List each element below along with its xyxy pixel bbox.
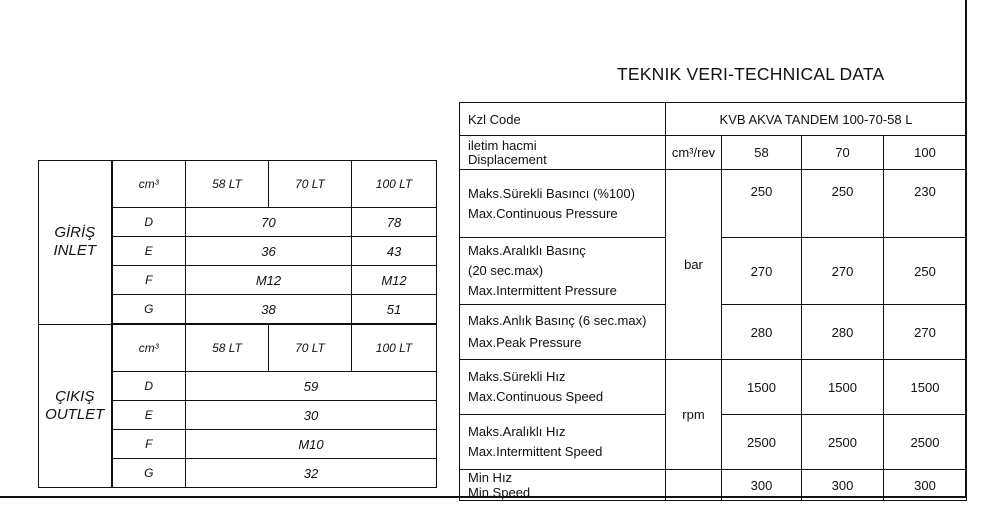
displacement-value: 70 <box>802 136 884 170</box>
outlet-value: 30 <box>186 401 437 430</box>
technical-data-table <box>459 102 967 501</box>
inlet-value-100: 51 <box>352 295 437 325</box>
cont-pressure-row <box>460 170 967 238</box>
inlet-value-100: 43 <box>352 237 437 266</box>
cont-pressure-label-en: Max.Continuous Pressure <box>468 205 618 221</box>
pressure-unit: bar <box>666 170 722 360</box>
cont-pressure-value: 250 <box>722 170 802 238</box>
int-speed-value: 2500 <box>802 415 884 470</box>
peak-pressure-value: 280 <box>722 305 802 360</box>
displacement-label-en: Displacement <box>468 151 547 167</box>
int-speed-value: 2500 <box>884 415 967 470</box>
dimensions-table <box>38 160 437 488</box>
inlet-header-100: 100 LT <box>352 161 437 208</box>
inlet-value-100: M12 <box>352 266 437 295</box>
cont-speed-value: 1500 <box>722 360 802 415</box>
code-value: KVB AKVA TANDEM 100-70-58 L <box>666 103 967 136</box>
min-speed-value: 300 <box>802 470 884 501</box>
outlet-value: M10 <box>186 430 437 459</box>
speed-unit: rpm <box>666 360 722 470</box>
inlet-header-unit: cm³ <box>112 161 186 208</box>
cont-speed-row <box>460 360 967 415</box>
int-pressure-label <box>460 238 666 305</box>
cont-pressure-label <box>460 170 666 238</box>
code-row <box>460 103 967 136</box>
int-pressure-value: 270 <box>722 238 802 305</box>
displacement-label <box>460 136 666 170</box>
min-speed-unit <box>666 470 722 501</box>
min-speed-label-tr: Min Hız <box>468 470 513 485</box>
min-speed-value: 300 <box>722 470 802 501</box>
displacement-row <box>460 136 967 170</box>
inlet-row-name: F <box>112 266 186 295</box>
outlet-row-name: F <box>112 430 186 459</box>
cont-speed-label-tr: Maks.Sürekli Hız <box>468 369 566 384</box>
outlet-header-100: 100 LT <box>352 324 437 372</box>
int-pressure-label-mid: (20 sec.max) <box>468 263 544 278</box>
int-pressure-value: 270 <box>802 238 884 305</box>
int-pressure-label-tr: Maks.Aralıklı Basınç <box>468 243 586 258</box>
int-pressure-value: 250 <box>884 238 967 305</box>
peak-pressure-label-en: Max.Peak Pressure <box>468 335 582 350</box>
inlet-header-58: 58 LT <box>186 161 269 208</box>
displacement-value: 58 <box>722 136 802 170</box>
int-speed-label-tr: Maks.Aralıklı Hız <box>468 424 566 439</box>
cont-speed-value: 1500 <box>884 360 967 415</box>
outlet-header-unit: cm³ <box>112 324 186 372</box>
inlet-label-en: INLET <box>53 242 96 260</box>
cont-pressure-value: 250 <box>802 170 884 238</box>
code-label: Kzl Code <box>460 103 666 136</box>
outlet-row-name: E <box>112 401 186 430</box>
inlet-value-58-70: 38 <box>186 295 352 325</box>
displacement-value: 100 <box>884 136 967 170</box>
outlet-row-name: G <box>112 459 186 488</box>
inlet-row-name: D <box>112 208 186 237</box>
cont-speed-label-en: Max.Continuous Speed <box>468 389 604 404</box>
outlet-header-row <box>39 324 437 372</box>
inlet-section-label <box>39 161 112 325</box>
peak-pressure-label <box>460 305 666 360</box>
inlet-value-100: 78 <box>352 208 437 237</box>
inlet-label-tr: GİRİŞ <box>54 224 96 242</box>
inlet-value-58-70: M12 <box>186 266 352 295</box>
inlet-value-58-70: 36 <box>186 237 352 266</box>
int-pressure-label-en: Max.Intermittent Pressure <box>468 283 617 298</box>
int-speed-label-en: Max.Intermittent Speed <box>468 444 603 459</box>
outlet-label-tr: ÇIKIŞ <box>55 387 95 405</box>
peak-pressure-value: 280 <box>802 305 884 360</box>
min-speed-value: 300 <box>884 470 967 501</box>
cont-pressure-value: 230 <box>884 170 967 238</box>
cont-speed-label <box>460 360 666 415</box>
inlet-value-58-70: 70 <box>186 208 352 237</box>
outlet-section-label <box>39 324 112 488</box>
min-speed-label <box>460 470 666 501</box>
outlet-value: 59 <box>186 372 437 401</box>
int-speed-label <box>460 415 666 470</box>
page-title: TEKNIK VERI-TECHNICAL DATA <box>617 64 885 84</box>
cont-speed-value: 1500 <box>802 360 884 415</box>
outlet-header-58: 58 LT <box>186 324 269 372</box>
displacement-label-tr: iletim hacmi <box>468 137 537 153</box>
peak-pressure-label-tr: Maks.Anlık Basınç (6 sec.max) <box>468 313 647 328</box>
peak-pressure-value: 270 <box>884 305 967 360</box>
inlet-header-row <box>39 161 437 208</box>
int-speed-value: 2500 <box>722 415 802 470</box>
inlet-row-name: G <box>112 295 186 325</box>
outlet-row-name: D <box>112 372 186 401</box>
inlet-row-name: E <box>112 237 186 266</box>
inlet-header-70: 70 LT <box>269 161 352 208</box>
min-speed-label-en: Min.Speed <box>468 485 531 500</box>
displacement-unit: cm³/rev <box>666 136 722 170</box>
outlet-header-70: 70 LT <box>269 324 352 372</box>
cont-pressure-label-tr: Maks.Sürekli Basıncı (%100) <box>468 185 635 201</box>
outlet-label-en: OUTLET <box>45 405 105 423</box>
outlet-value: 32 <box>186 459 437 488</box>
min-speed-row <box>460 470 967 501</box>
